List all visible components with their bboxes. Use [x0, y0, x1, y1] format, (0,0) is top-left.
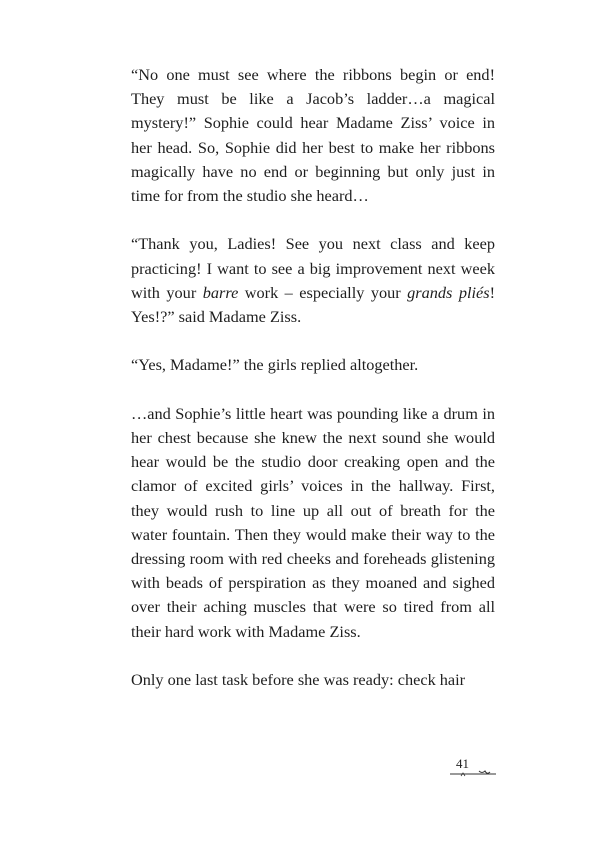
text-run: “No one must see where the ribbons begin or end! They must be like a Jacob’s ladder…a magical mystery!” Sophie could hear Madame Ziss’ voice in her head. So, Sophie did her best to make her ribbons magically have no end or beginning but only just in time for from the studio she heard… [131, 65, 495, 206]
text-run: Only one last task before she was ready: check hair [131, 670, 466, 690]
page-number: 41 [456, 756, 469, 771]
text-run: …and Sophie’s little heart was pounding like a drum in her chest because she knew the next sound she would hear would be the studio door creaking open and the clamor of excited girls’ voices in the hallway. First, they would rush to line up all out of breath for the water fountain. Then they would make their way to the dressing room with red cheeks and foreheads glistening with beads of perspiration as they moaned and sighed over their aching muscles that were so tired from all their hard work with Madame Ziss. [131, 403, 495, 641]
text-run: “Thank you, Ladies! See you next class and keep practicing! I want to see a big improvement next week with your [131, 234, 495, 302]
paragraph-1 [131, 63, 495, 208]
text-run: “Yes, Madame!” the girls replied altogether. [131, 355, 419, 375]
italic-term-grands-plies: grands pliés [407, 282, 490, 302]
text-run: ! Yes!?” said Madame Ziss. [131, 282, 496, 327]
text-run: work – especially your [238, 282, 408, 302]
page-body [131, 63, 495, 692]
paragraph-2 [131, 232, 495, 329]
paragraph-3 [131, 353, 495, 377]
paragraph-5 [131, 668, 495, 692]
folio-ornament-icon [449, 769, 497, 779]
italic-term-barre: barre [202, 282, 239, 302]
paragraph-4 [131, 402, 495, 644]
